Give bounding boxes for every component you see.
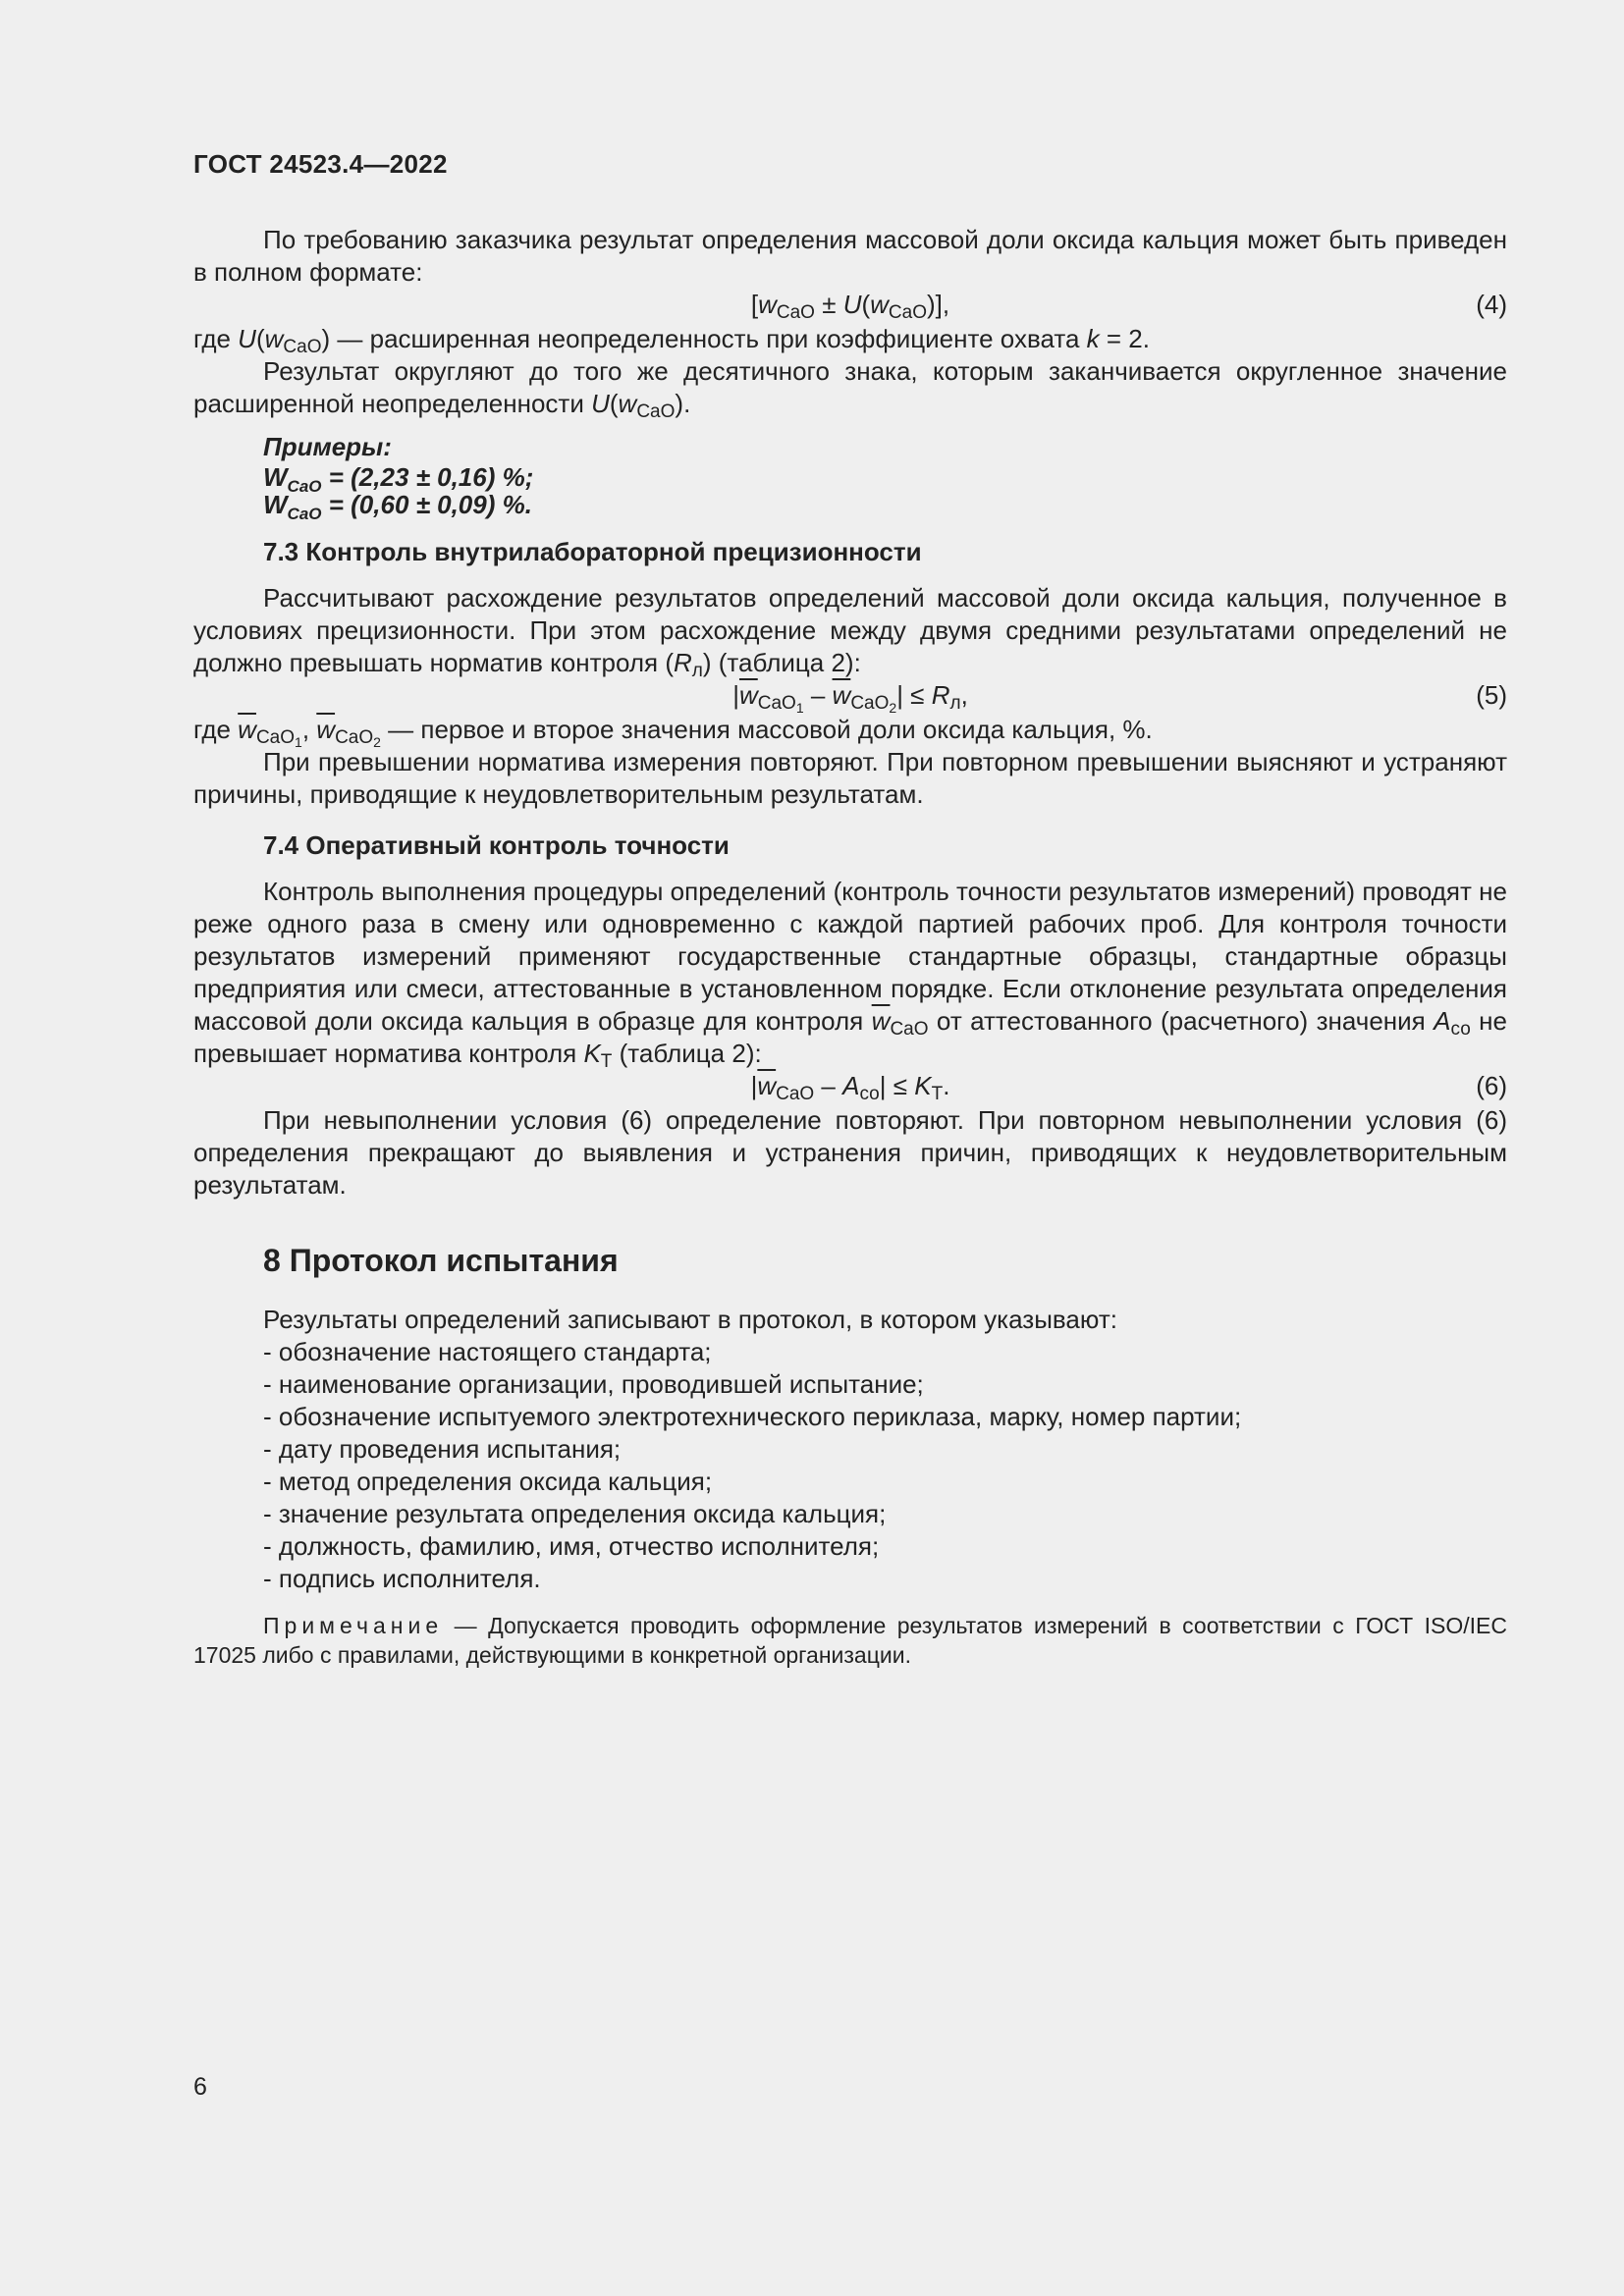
section-7-3-title: 7.3 Контроль внутрилабораторной прецизионности [263, 537, 922, 566]
examples-block [263, 432, 1507, 523]
list-item: - подпись исполнителя. [263, 1564, 541, 1593]
list-item: - дату проведения испытания; [263, 1434, 622, 1464]
examples-title: Примеры: [263, 432, 392, 461]
fail-paragraph: При невыполнении условия (6) определение повторяют. При повторном невыполнении условия (6) определения прекращают до выявления и устранения причин, приводящих к неудовлетворительным результатам. [193, 1105, 1507, 1200]
formula-5: $|\overline{w}_{CaO_1} - \overline{w}_{CaO_2}| \le R_л$, (5) [732, 680, 1507, 716]
formula-number: (4) [1476, 290, 1507, 319]
formula-4: $[w_{CaO} \pm U(w_{CaO})]$, (4) [750, 290, 1507, 323]
list-item: - значение результата определения оксида кальция; [263, 1499, 887, 1528]
standard-header: ГОСТ 24523.4—2022 [193, 149, 448, 179]
list-item: - наименование организации, проводившей испытание; [263, 1369, 924, 1399]
where-w-paragraph: где $\overline{w}_{CaO_1}$, $\overline{w}_{CaO_2}$ — первое и второе значения массовой доли оксида кальция, %. [193, 715, 1153, 750]
formula-6: $|\overline{w}_{CaO} - A_{со}| \le K_Т$. (6) [750, 1071, 1507, 1104]
page-number: 6 [193, 2073, 207, 2101]
list-item: - метод определения оксида кальция; [263, 1467, 713, 1496]
protocol-intro: Результаты определений записывают в протокол, в котором указывают: [263, 1305, 1117, 1334]
example-2: $W_{CaO} = (0,60 \pm 0,09)$ %. [263, 490, 532, 523]
section-8-title: 8 Протокол испытания [263, 1243, 619, 1278]
protocol-list [263, 1336, 1507, 1595]
section-7-4-text: Контроль выполнения процедуры определений (контроль точности результатов измерений) проводят не реже одного раза в смену или одновременно с каждой партией рабочих проб. Для контроля точности результатов измерений применяют государственные стандартные образцы, стандартные образцы предприятия или смеси, аттестованные в установленном порядке. Если отклонение результата определения массовой доли оксида кальция в образце для контроля $\overline{w}_{CaO}$ от аттестованного (расчетного) значения $A_{со}$ не превышает норматива контроля $K_Т$ (таблица 2): [193, 877, 1508, 1072]
intro-paragraph: По требованию заказчика результат определения массовой доли оксида кальция может быть приведен в полном формате: [193, 225, 1507, 287]
rounding-paragraph: Результат округляют до того же десятичного знака, которым заканчивается округленное значение расширенной неопределенности $U(w_{CaO})$. [193, 356, 1507, 422]
note-label: Примечание [263, 1613, 444, 1638]
list-item: - обозначение настоящего стандарта; [263, 1337, 712, 1366]
list-item: - обозначение испытуемого электротехнического периклаза, марку, номер партии; [263, 1402, 1242, 1431]
exceed-paragraph: При превышении норматива измерения повторяют. При повторном превышении выясняют и устраняют причины, приводящие к неудовлетворительным результатам. [193, 747, 1507, 809]
section-7-3-text: Рассчитывают расхождение результатов определений массовой доли оксида кальция, полученное в условиях прецизионности. При этом расхождение между двумя средними результатами определений не должно превышать норматив контроля $(R_л)$ (таблица 2): [193, 583, 1507, 681]
section-7-4-title: 7.4 Оперативный контроль точности [263, 830, 730, 860]
formula-number: (6) [1476, 1071, 1507, 1100]
example-1: $W_{CaO} = (2,23 \pm 0,16)$ %; [263, 462, 534, 496]
page-content [193, 224, 1507, 1670]
where-u-paragraph: где $U(w_{CaO})$ — расширенная неопределенность при коэффициенте охвата k = 2. [193, 324, 1150, 357]
formula-number: (5) [1476, 680, 1507, 710]
note-paragraph: Примечание — Допускается проводить оформление результатов измерений в соответствии с ГОСТ ISO/IEC 17025 либо с правилами, действующими в конкретной организации. [193, 1613, 1507, 1668]
list-item: - должность, фамилию, имя, отчество исполнителя; [263, 1531, 880, 1561]
